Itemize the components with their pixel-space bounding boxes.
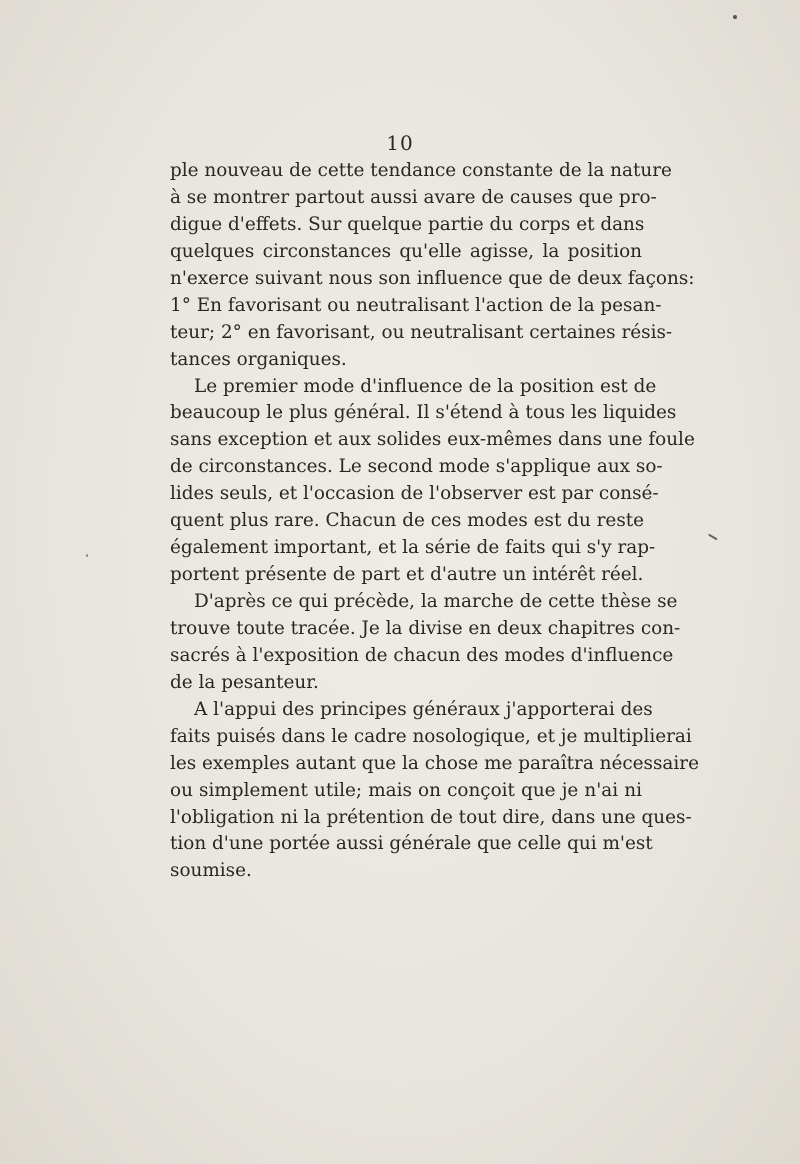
text-line: de la pesanteur. (170, 671, 319, 693)
body-text (170, 158, 699, 885)
text-line: Le premier mode d'influence de la position est de (194, 375, 657, 397)
text-line: sans exception et aux solides eux-mêmes dans une foule (170, 429, 695, 451)
text-line: tances organiques. (170, 348, 347, 370)
text-line: digue d'effets. Sur quelque partie du corps et dans (170, 213, 645, 235)
text-line: ou simplement utile; mais on conçoit que je n'ai ni (170, 779, 642, 801)
text-line: D'après ce qui précède, la marche de cette thèse se (194, 591, 678, 612)
text-line: ple nouveau de cette tendance constante de la nature (170, 160, 672, 181)
text-line: faits puisés dans le cadre nosologique, et je multiplierai (170, 725, 692, 747)
text-line: les exemples autant que la chose me paraîtra nécessaire (170, 752, 699, 774)
text-line: également important, et la série de faits qui s'y rap- (170, 537, 656, 559)
text-line: teur; 2° en favorisant, ou neutralisant certaines résis- (170, 321, 673, 343)
paper-speck (708, 534, 717, 540)
text-line: sacrés à l'exposition de chacun des modes d'influence (170, 644, 674, 666)
paper-speck (733, 15, 737, 19)
text-line: l'obligation ni la prétention de tout dire, dans une ques- (170, 806, 692, 828)
text-line: quent plus rare. Chacun de ces modes est du reste (170, 510, 645, 532)
text-line: 1° En favorisant ou neutralisant l'action de la pesan- (170, 294, 662, 316)
text-line: lides seuls, et l'occasion de l'observer est par consé- (170, 483, 659, 505)
text-line: soumise. (170, 860, 252, 882)
text-line: quelques circonstances qu'elle agisse, la position (170, 240, 642, 262)
text-line: A l'appui des principes généraux j'apporterai des (194, 698, 653, 720)
text-line: portent présente de part et d'autre un intérêt réel. (170, 564, 644, 586)
text-line: à se montrer partout aussi avare de causes que pro- (170, 186, 657, 208)
text-line: de circonstances. Le second mode s'applique aux so- (170, 456, 663, 478)
text-line: n'exerce suivant nous son influence que de deux façons: (170, 267, 695, 289)
text-line: trouve toute tracée. Je la divise en deux chapitres con- (170, 617, 681, 639)
paper-speck (86, 554, 88, 557)
text-line: tion d'une portée aussi générale que celle qui m'est (170, 833, 653, 855)
page-number: 10 (386, 131, 414, 155)
text-line: beaucoup le plus général. Il s'étend à tous les liquides (170, 402, 677, 424)
